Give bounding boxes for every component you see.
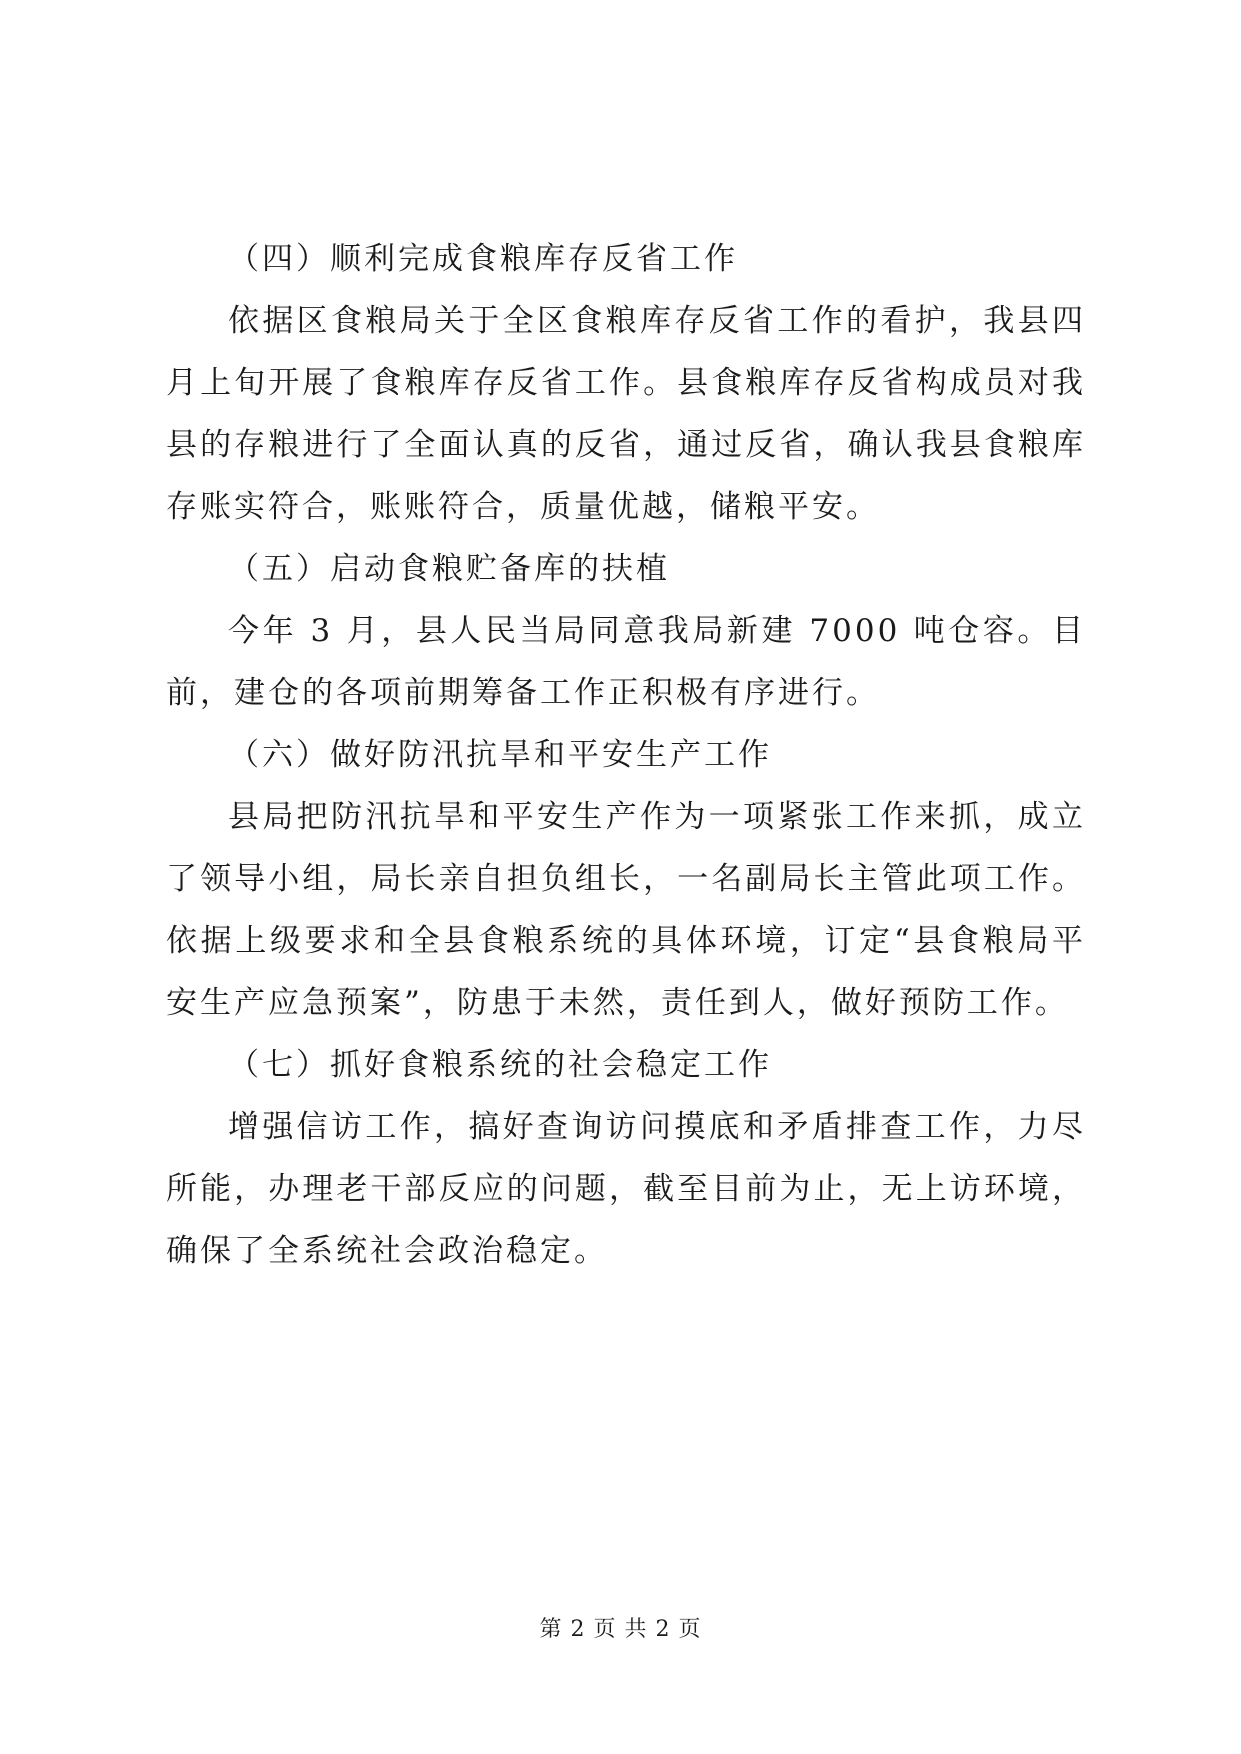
section-paragraph-6: 县局把防汛抗旱和平安生产作为一项紧张工作来抓，成立了领导小组，局长亲自担负组长，一名副局长主管此项工作。依据上级要求和全县食粮系统的具体环境，订定“县食粮局平安生产应急预案”，防患于未然，责任到人，做好预防工作。 <box>166 799 1086 1021</box>
section-paragraph-4: 依据区食粮局关于全区食粮库存反省工作的看护，我县四月上旬开展了食粮库存反省工作。县食粮库存反省构成员对我县的存粮进行了全面认真的反省，通过反省，确认我县食粮库存账实符合，账账符合，质量优越，储粮平安。 <box>166 303 1086 525</box>
section-heading-7: （七）抓好食粮系统的社会稳定工作 <box>228 1047 772 1083</box>
section-heading-5: （五）启动食粮贮备库的扶植 <box>228 551 670 587</box>
section-heading-4: （四）顺利完成食粮库存反省工作 <box>228 241 738 277</box>
page-footer: 第 2 页 共 2 页 <box>539 1617 702 1642</box>
section-heading-6: （六）做好防汛抗旱和平安生产工作 <box>228 737 772 773</box>
section-paragraph-5: 今年 3 月，县人民当局同意我局新建 7000 吨仓容。目前，建仓的各项前期筹备工作正积极有序进行。 <box>166 613 1086 711</box>
document-body <box>166 228 1086 1282</box>
section-paragraph-7: 增强信访工作，搞好查询访问摸底和矛盾排查工作，力尽所能，办理老干部反应的问题，截至目前为止，无上访环境，确保了全系统社会政治稳定。 <box>166 1109 1086 1269</box>
